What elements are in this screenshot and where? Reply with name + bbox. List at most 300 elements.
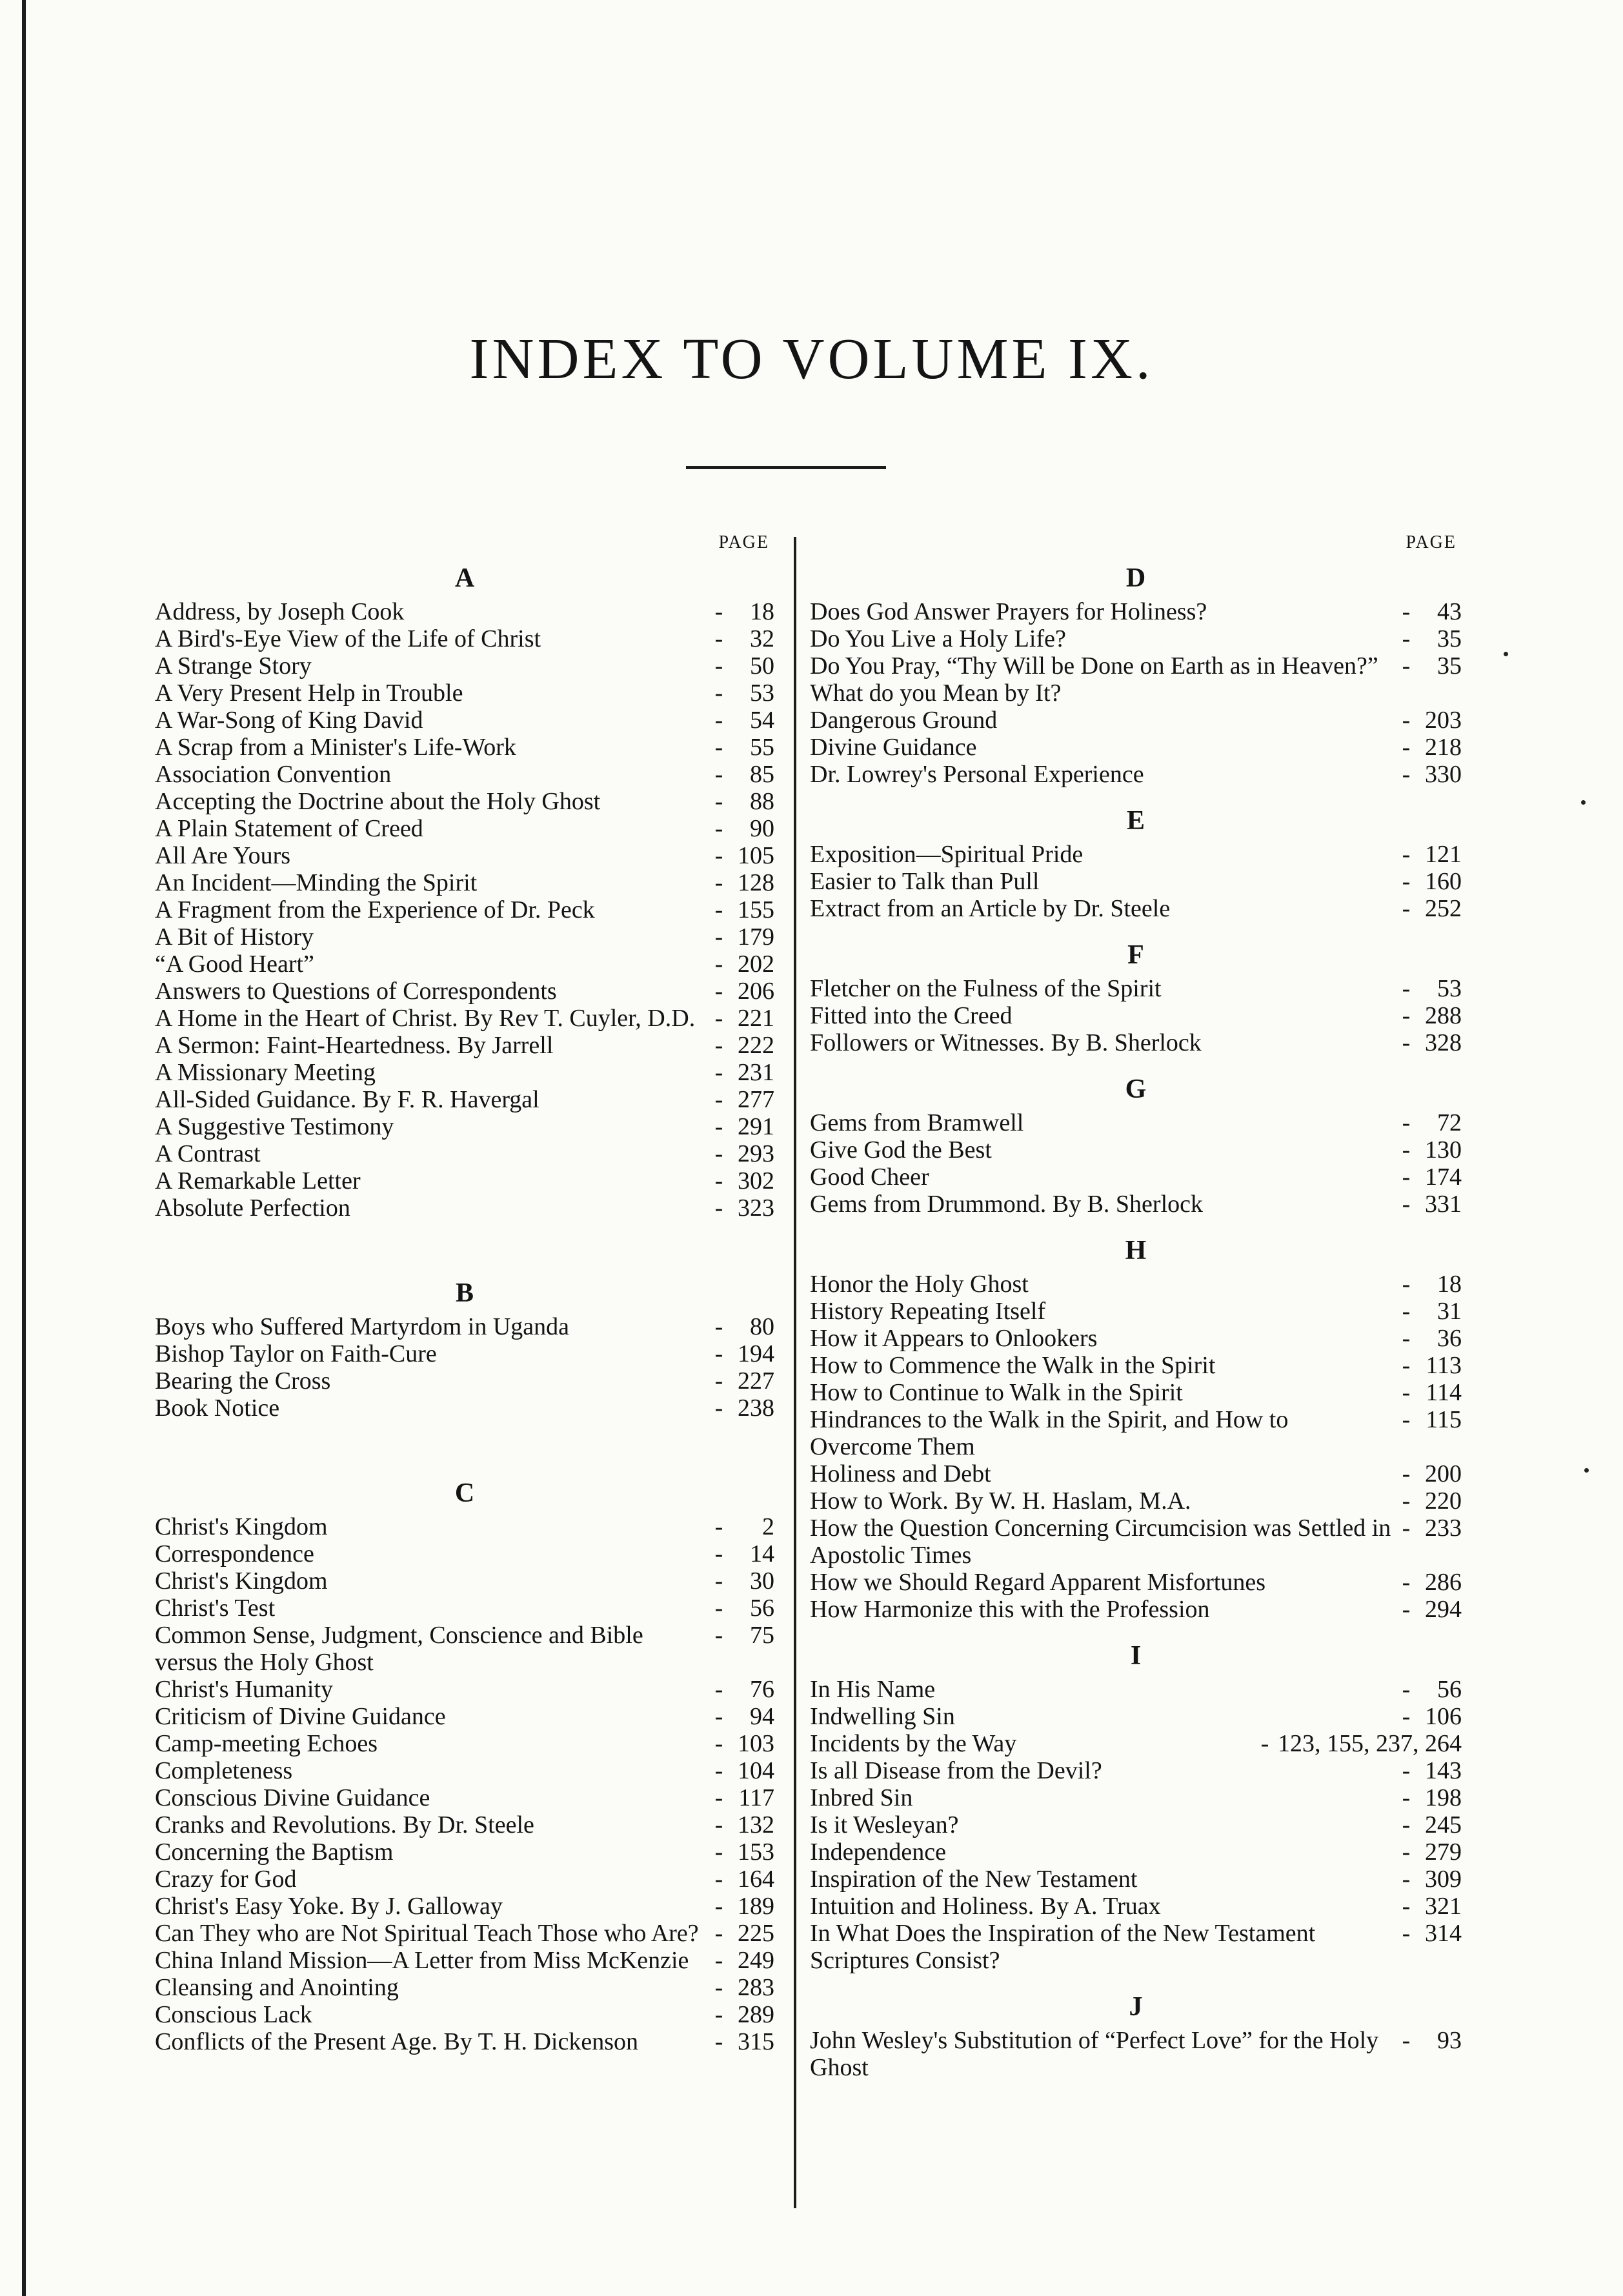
index-entry	[810, 734, 1462, 761]
index-entry	[155, 1340, 774, 1367]
entry-title: An Incident—Minding the Spirit	[155, 869, 478, 896]
entry-title: Indwelling Sin	[810, 1703, 955, 1730]
index-section-b	[155, 1273, 774, 1422]
section-letter: J	[1129, 1992, 1143, 2022]
entry-title: A Bird's-Eye View of the Life of Christ	[155, 625, 541, 652]
entry-leader: -	[714, 1920, 723, 1947]
entry-leader: -	[714, 869, 723, 896]
entry-page: 53	[1437, 975, 1462, 1002]
index-section-g	[810, 1069, 1462, 1218]
entry-title: A Suggestive Testimony	[155, 1113, 394, 1140]
entry-leader: -	[714, 923, 723, 951]
entry-page: 94	[750, 1703, 774, 1730]
entry-leader: -	[1402, 1487, 1411, 1515]
entry-leader: -	[714, 734, 723, 761]
index-entry	[810, 1784, 1462, 1811]
entry-title: History Repeating Itself	[810, 1298, 1046, 1325]
entry-leader: -	[1402, 1784, 1411, 1811]
entry-leader: -	[1402, 2027, 1411, 2054]
page-column-label: PAGE	[1406, 532, 1457, 552]
index-entry	[810, 1757, 1462, 1784]
entry-leader: -	[1402, 1515, 1411, 1542]
index-entry	[810, 1866, 1462, 1893]
index-entry	[155, 1167, 774, 1194]
entry-page: 245	[1425, 1811, 1462, 1838]
entry-page: 117	[738, 1784, 774, 1811]
entry-title: How to Commence the Walk in the Spirit	[810, 1352, 1216, 1379]
index-entry	[155, 1194, 774, 1222]
entry-page: 56	[1437, 1676, 1462, 1703]
index-section-h	[810, 1231, 1462, 1623]
entry-title: A Plain Statement of Creed	[155, 815, 423, 842]
entry-leader: -	[714, 1730, 723, 1757]
entry-page: 283	[738, 1974, 774, 2001]
entry-title: How it Appears to Onlookers	[810, 1325, 1098, 1352]
entry-page: 227	[738, 1367, 774, 1395]
entry-page: 252	[1425, 895, 1462, 922]
entry-title: A Bit of History	[155, 923, 314, 951]
entry-leader: -	[1402, 975, 1411, 1002]
index-entry	[810, 1730, 1462, 1757]
entry-page: 103	[738, 1730, 774, 1757]
index-entry	[155, 761, 774, 788]
index-entry	[155, 1513, 774, 1540]
index-entry	[810, 975, 1462, 1002]
entry-title: Followers or Witnesses. By B. Sherlock	[810, 1029, 1202, 1056]
entry-title: Christ's Humanity	[155, 1676, 334, 1703]
index-entry	[155, 1032, 774, 1059]
entry-page: 123, 155, 237, 264	[1278, 1730, 1462, 1757]
entry-leader: -	[714, 1676, 723, 1703]
entry-title: Conscious Divine Guidance	[155, 1784, 430, 1811]
entry-leader: -	[714, 598, 723, 625]
entry-page: 143	[1425, 1757, 1462, 1784]
entry-title: In His Name	[810, 1676, 936, 1703]
entry-page: 202	[738, 951, 774, 978]
entry-page: 174	[1425, 1163, 1462, 1191]
entry-title: Does God Answer Prayers for Holiness?	[810, 598, 1207, 625]
index-entry	[155, 1567, 774, 1595]
entry-title: Is it Wesleyan?	[810, 1811, 959, 1838]
entry-title: Do You Pray, “Thy Will be Done on Earth as in Heaven?” What do you Mean by It?	[810, 652, 1378, 707]
entry-page: 279	[1425, 1838, 1462, 1866]
index-entry	[155, 1395, 774, 1422]
entry-page: 85	[750, 761, 774, 788]
index-entry	[810, 1379, 1462, 1406]
entry-title: Association Convention	[155, 761, 392, 788]
index-entry	[810, 1191, 1462, 1218]
index-section-a	[155, 558, 774, 1222]
entry-title: Extract from an Article by Dr. Steele	[810, 895, 1171, 922]
index-entry	[810, 625, 1462, 652]
entry-leader: -	[1402, 1703, 1411, 1730]
entry-page: 106	[1425, 1703, 1462, 1730]
section-letter: H	[1125, 1236, 1147, 1265]
index-entry	[155, 625, 774, 652]
index-entry	[810, 707, 1462, 734]
entry-leader: -	[1402, 1271, 1411, 1298]
entry-leader: -	[1402, 1676, 1411, 1703]
entry-title: How to Work. By W. H. Haslam, M.A.	[810, 1487, 1191, 1515]
entry-title: Exposition—Spiritual Pride	[810, 841, 1084, 868]
entry-title: Address, by Joseph Cook	[155, 598, 405, 625]
index-entry	[155, 1113, 774, 1140]
entry-page: 314	[1425, 1920, 1462, 1947]
entry-title: Gems from Drummond. By B. Sherlock	[810, 1191, 1204, 1218]
entry-page: 200	[1425, 1460, 1462, 1487]
entry-title: Hindrances to the Walk in the Spirit, and How to Overcome Them	[810, 1406, 1289, 1460]
index-entry	[810, 761, 1462, 788]
entry-leader: -	[714, 2001, 723, 2028]
entry-page: 90	[750, 815, 774, 842]
index-entry	[155, 1920, 774, 1947]
entry-title: Independence	[810, 1838, 946, 1866]
entry-page: 128	[738, 869, 774, 896]
index-entry	[155, 1947, 774, 1974]
index-entry	[155, 1367, 774, 1395]
entry-page: 294	[1425, 1596, 1462, 1623]
entry-leader: -	[714, 1974, 723, 2001]
entry-leader: -	[1402, 1406, 1411, 1433]
entry-leader: -	[714, 1005, 723, 1032]
entry-leader: -	[714, 2028, 723, 2055]
entry-title: Easier to Talk than Pull	[810, 868, 1040, 895]
index-section-j	[810, 1987, 1462, 2081]
entry-page: 315	[738, 2028, 774, 2055]
entry-leader: -	[714, 1140, 723, 1167]
entry-title: Holiness and Debt	[810, 1460, 991, 1487]
entry-leader: -	[1402, 598, 1411, 625]
index-entry	[155, 1622, 774, 1676]
entry-title: China Inland Mission—A Letter from Miss McKenzie	[155, 1947, 689, 1974]
entry-leader: -	[714, 1838, 723, 1866]
entry-leader: -	[714, 1811, 723, 1838]
entry-title: Incidents by the Way	[810, 1730, 1017, 1757]
entry-leader: -	[714, 652, 723, 680]
entry-page: 203	[1425, 707, 1462, 734]
index-entry	[155, 1676, 774, 1703]
entry-leader: -	[714, 1167, 723, 1194]
index-entry	[155, 842, 774, 869]
entry-title: Answers to Questions of Correspondents	[155, 978, 557, 1005]
entry-page: 198	[1425, 1784, 1462, 1811]
entry-title: A Home in the Heart of Christ. By Rev T. Cuyler, D.D.	[155, 1005, 696, 1032]
entry-leader: -	[714, 788, 723, 815]
index-entry	[155, 1730, 774, 1757]
index-entry	[155, 1540, 774, 1567]
entry-page: 35	[1437, 652, 1462, 680]
entry-title: Book Notice	[155, 1395, 280, 1422]
entry-page: 35	[1437, 625, 1462, 652]
entry-title: “A Good Heart”	[155, 951, 314, 978]
entry-leader: -	[714, 896, 723, 923]
entry-leader: -	[1402, 1136, 1411, 1163]
entry-title: Dangerous Ground	[810, 707, 998, 734]
entry-page: 76	[750, 1676, 774, 1703]
entry-title: Bishop Taylor on Faith-Cure	[155, 1340, 437, 1367]
entry-leader: -	[1402, 761, 1411, 788]
entry-title: A Missionary Meeting	[155, 1059, 376, 1086]
entry-title: All-Sided Guidance. By F. R. Havergal	[155, 1086, 539, 1113]
entry-title: A War-Song of King David	[155, 707, 423, 734]
entry-title: John Wesley's Substitution of “Perfect Love” for the Holy Ghost	[810, 2027, 1379, 2081]
entry-title: How the Question Concerning Circumcision was Settled in Apostolic Times	[810, 1515, 1391, 1569]
entry-title: In What Does the Inspiration of the New Testament Scriptures Consist?	[810, 1920, 1316, 1974]
entry-title: Conflicts of the Present Age. By T. H. Dickenson	[155, 2028, 638, 2055]
entry-leader: -	[714, 842, 723, 869]
index-entry	[155, 923, 774, 951]
index-entry	[155, 2028, 774, 2055]
section-letter: E	[1126, 806, 1145, 836]
entry-leader: -	[714, 680, 723, 707]
entry-leader: -	[1402, 868, 1411, 895]
right-column	[810, 532, 1462, 2081]
entry-leader: -	[714, 1059, 723, 1086]
entry-page: 56	[750, 1595, 774, 1622]
entry-page: 72	[1437, 1109, 1462, 1136]
entry-title: Criticism of Divine Guidance	[155, 1703, 446, 1730]
entry-title: A Sermon: Faint-Heartedness. By Jarrell	[155, 1032, 554, 1059]
entry-title: Fletcher on the Fulness of the Spirit	[810, 975, 1162, 1002]
entry-page: 130	[1425, 1136, 1462, 1163]
index-entry	[810, 1029, 1462, 1056]
entry-page: 218	[1425, 734, 1462, 761]
entry-page: 291	[738, 1113, 774, 1140]
entry-leader: -	[1402, 1866, 1411, 1893]
entry-page: 43	[1437, 598, 1462, 625]
index-entry	[810, 868, 1462, 895]
section-letter: F	[1127, 940, 1144, 970]
entry-leader: -	[714, 1757, 723, 1784]
entry-leader: -	[714, 1086, 723, 1113]
index-entry	[810, 1002, 1462, 1029]
entry-leader: -	[714, 1622, 723, 1649]
entry-page: 53	[750, 680, 774, 707]
entry-title: Is all Disease from the Devil?	[810, 1757, 1102, 1784]
entry-title: Can They who are Not Spiritual Teach Those who Are?	[155, 1920, 699, 1947]
right-sections	[810, 558, 1462, 2081]
entry-title: Crazy for God	[155, 1866, 297, 1893]
index-entry	[155, 652, 774, 680]
entry-title: Cleansing and Anointing	[155, 1974, 399, 2001]
index-entry	[810, 1569, 1462, 1596]
entry-leader: -	[714, 951, 723, 978]
entry-page: 30	[750, 1567, 774, 1595]
entry-leader: -	[1402, 1460, 1411, 1487]
entry-page: 75	[750, 1622, 774, 1649]
entry-leader: -	[1402, 1163, 1411, 1191]
entry-page: 293	[738, 1140, 774, 1167]
index-entry	[810, 1596, 1462, 1623]
index-entry	[155, 2001, 774, 2028]
entry-page: 225	[738, 1920, 774, 1947]
entry-title: Concerning the Baptism	[155, 1838, 394, 1866]
section-letter: G	[1125, 1074, 1147, 1104]
section-letter: D	[1125, 563, 1146, 593]
index-entry	[155, 1838, 774, 1866]
entry-page: 249	[738, 1947, 774, 1974]
index-entry	[810, 1136, 1462, 1163]
entry-page: 220	[1425, 1487, 1462, 1515]
entry-page: 155	[738, 896, 774, 923]
entry-title: How Harmonize this with the Profession	[810, 1596, 1210, 1623]
index-entry	[155, 1703, 774, 1730]
entry-page: 18	[750, 598, 774, 625]
margin-speck	[1504, 652, 1508, 656]
index-entry	[155, 1757, 774, 1784]
entry-page: 302	[738, 1167, 774, 1194]
entry-page: 14	[750, 1540, 774, 1567]
entry-page: 50	[750, 652, 774, 680]
entry-leader: -	[1402, 1811, 1411, 1838]
entry-page: 288	[1425, 1002, 1462, 1029]
entry-title: Absolute Perfection	[155, 1194, 350, 1222]
entry-page: 153	[738, 1838, 774, 1866]
index-entry	[155, 1784, 774, 1811]
entry-leader: -	[1402, 1757, 1411, 1784]
entry-page: 221	[738, 1005, 774, 1032]
index-entry	[155, 707, 774, 734]
entry-title: Do You Live a Holy Life?	[810, 625, 1066, 652]
entry-leader: -	[1402, 625, 1411, 652]
entry-leader: -	[714, 1567, 723, 1595]
entry-leader: -	[1402, 1298, 1411, 1325]
index-entry	[155, 1893, 774, 1920]
title-rule	[686, 466, 886, 469]
entry-title: Gems from Bramwell	[810, 1109, 1024, 1136]
index-entry	[810, 598, 1462, 625]
index-entry	[155, 734, 774, 761]
entry-page: 105	[738, 842, 774, 869]
index-entry	[810, 1676, 1462, 1703]
entry-page: 80	[750, 1313, 774, 1340]
index-entry	[155, 896, 774, 923]
entry-page: 331	[1425, 1191, 1462, 1218]
entry-page: 104	[738, 1757, 774, 1784]
entry-page: 114	[1426, 1379, 1462, 1406]
entry-title: Boys who Suffered Martyrdom in Uganda	[155, 1313, 570, 1340]
index-entry	[810, 1515, 1462, 1569]
left-column	[155, 532, 774, 2055]
entry-leader: -	[714, 1395, 723, 1422]
index-entry	[810, 1920, 1462, 1974]
section-letter: A	[454, 563, 475, 593]
entry-title: A Fragment from the Experience of Dr. Peck	[155, 896, 595, 923]
entry-page: 55	[750, 734, 774, 761]
entry-title: Intuition and Holiness. By A. Truax	[810, 1893, 1161, 1920]
entry-page: 164	[738, 1866, 774, 1893]
entry-leader: -	[714, 815, 723, 842]
entry-page: 32	[750, 625, 774, 652]
index-entry	[155, 680, 774, 707]
entry-leader: -	[714, 1703, 723, 1730]
margin-speck	[1581, 800, 1586, 805]
entry-leader: -	[1402, 652, 1411, 680]
entry-leader: -	[714, 1113, 723, 1140]
entry-title: Christ's Easy Yoke. By J. Galloway	[155, 1893, 503, 1920]
entry-title: How we Should Regard Apparent Misfortunes	[810, 1569, 1266, 1596]
entry-leader: -	[1402, 1325, 1411, 1352]
index-entry	[810, 1352, 1462, 1379]
entry-title: Honor the Holy Ghost	[810, 1271, 1029, 1298]
entry-leader: -	[1402, 1838, 1411, 1866]
index-entry	[810, 895, 1462, 922]
entry-title: Dr. Lowrey's Personal Experience	[810, 761, 1144, 788]
index-entry	[810, 1325, 1462, 1352]
entry-title: Christ's Test	[155, 1595, 276, 1622]
entry-leader: -	[714, 1947, 723, 1974]
index-entry	[155, 1866, 774, 1893]
index-entry	[810, 1271, 1462, 1298]
entry-leader: -	[714, 1866, 723, 1893]
entry-leader: -	[1402, 1002, 1411, 1029]
entry-leader: -	[1402, 1352, 1411, 1379]
entry-leader: -	[714, 1367, 723, 1395]
index-entry	[155, 1059, 774, 1086]
index-entry	[810, 1838, 1462, 1866]
entry-leader: -	[1402, 1191, 1411, 1218]
entry-title: Christ's Kingdom	[155, 1567, 328, 1595]
index-entry	[155, 1595, 774, 1622]
entry-leader: -	[714, 1194, 723, 1222]
index-entry	[810, 1109, 1462, 1136]
index-section-i	[810, 1636, 1462, 1974]
index-entry	[155, 978, 774, 1005]
entry-page: 132	[738, 1811, 774, 1838]
entry-page: 321	[1425, 1893, 1462, 1920]
entry-title: Cranks and Revolutions. By Dr. Steele	[155, 1811, 534, 1838]
entry-leader: -	[714, 761, 723, 788]
entry-leader: -	[1402, 1569, 1411, 1596]
index-entry	[810, 1811, 1462, 1838]
entry-title: A Remarkable Letter	[155, 1167, 361, 1194]
entry-title: All Are Yours	[155, 842, 291, 869]
entry-title: A Strange Story	[155, 652, 312, 680]
entry-title: Correspondence	[155, 1540, 314, 1567]
index-entry	[155, 1974, 774, 2001]
index-entry	[155, 815, 774, 842]
entry-page: 18	[1437, 1271, 1462, 1298]
index-entry	[155, 598, 774, 625]
index-entry	[810, 841, 1462, 868]
column-divider	[794, 537, 796, 2208]
entry-page: 289	[738, 2001, 774, 2028]
entry-page: 88	[750, 788, 774, 815]
entry-title: How to Continue to Walk in the Spirit	[810, 1379, 1183, 1406]
entry-leader: -	[1402, 1379, 1411, 1406]
index-entry	[155, 869, 774, 896]
entry-page: 160	[1425, 868, 1462, 895]
index-entry	[810, 652, 1462, 707]
entry-leader: -	[1402, 841, 1411, 868]
margin-speck	[1584, 1468, 1589, 1473]
entry-page: 179	[738, 923, 774, 951]
entry-page: 54	[750, 707, 774, 734]
entry-page: 113	[1426, 1352, 1462, 1379]
entry-leader: -	[714, 1595, 723, 1622]
entry-leader: -	[714, 1340, 723, 1367]
entry-leader: -	[714, 625, 723, 652]
entry-title: A Scrap from a Minister's Life-Work	[155, 734, 516, 761]
entry-leader: -	[1402, 1920, 1411, 1947]
page-title: INDEX TO VOLUME IX.	[469, 327, 1154, 391]
entry-page: 323	[738, 1194, 774, 1222]
entry-page: 2	[762, 1513, 774, 1540]
entry-title: Accepting the Doctrine about the Holy Ghost	[155, 788, 601, 815]
entry-page: 222	[738, 1032, 774, 1059]
entry-page: 31	[1437, 1298, 1462, 1325]
index-entry	[155, 1140, 774, 1167]
